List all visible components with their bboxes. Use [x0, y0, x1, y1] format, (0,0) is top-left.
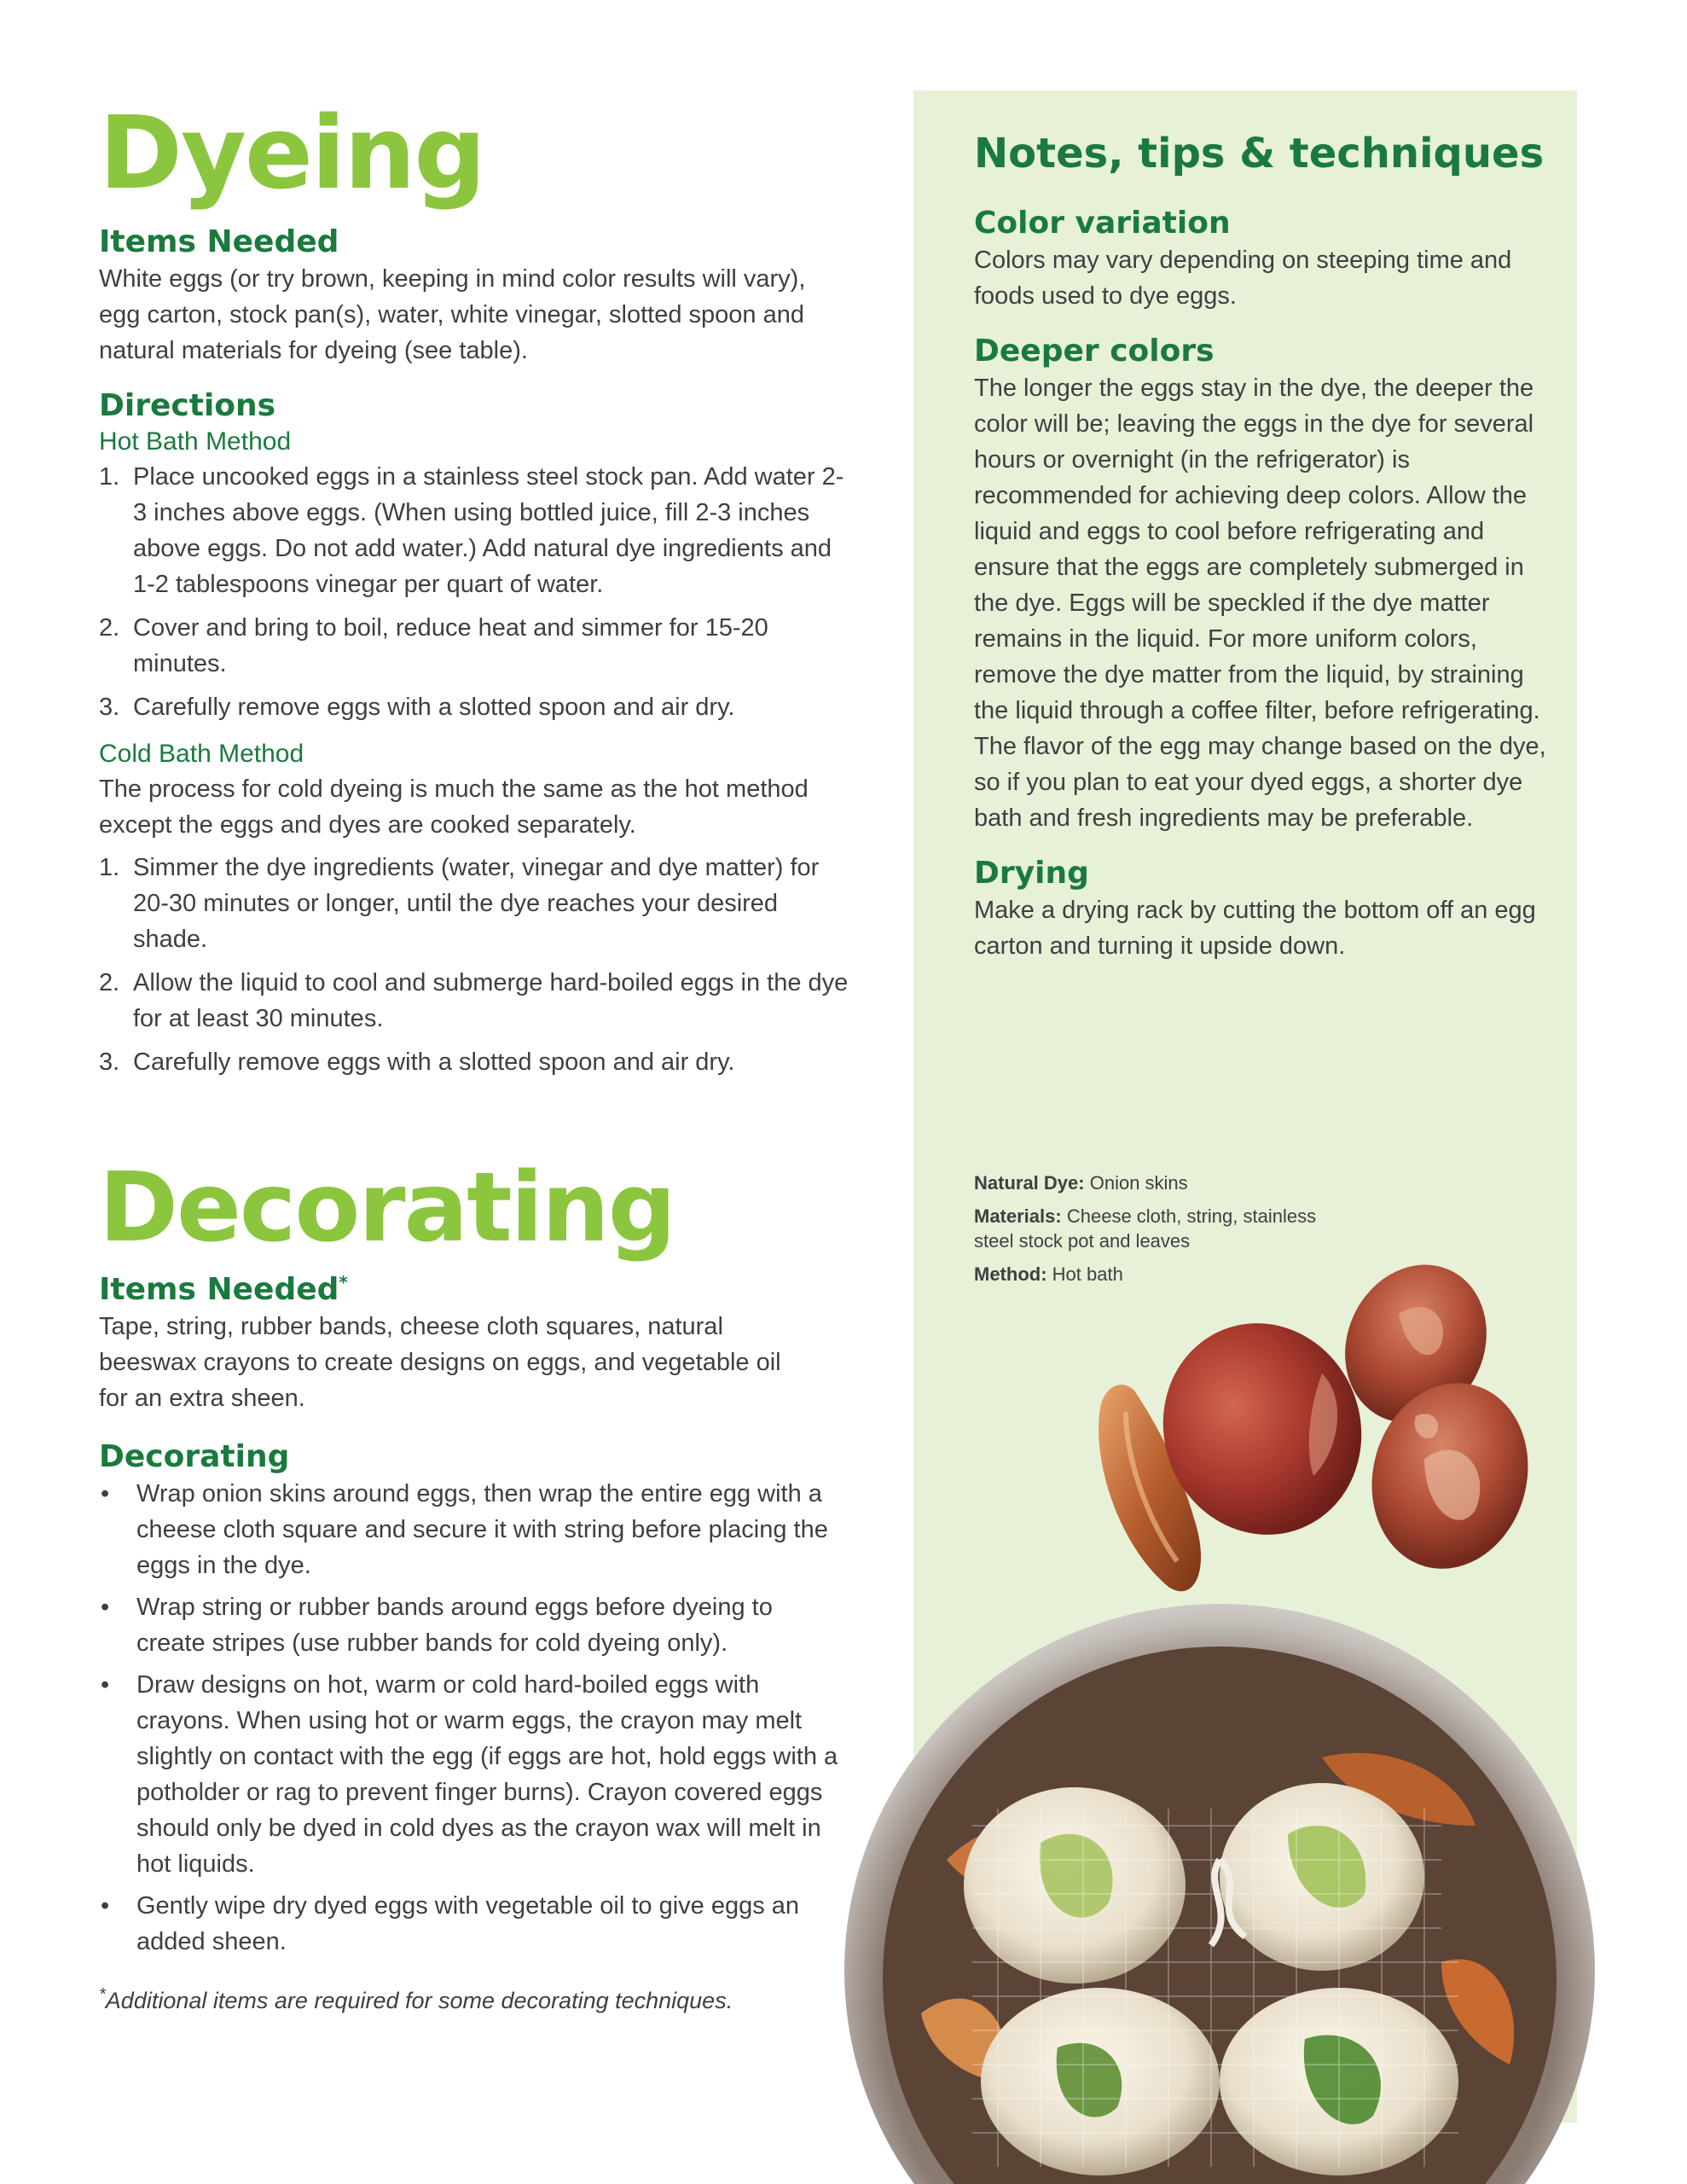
list-item: • Gently wipe dry dyed eggs with vegetable oil to give eggs an added sheen.	[101, 1892, 800, 1955]
dyeing-section	[99, 224, 849, 1088]
cold-bath-heading: Cold Bath Method	[99, 740, 304, 768]
hot-bath-heading: Hot Bath Method	[99, 427, 292, 456]
decorating-subheading: Decorating	[99, 1439, 290, 1474]
dyeing-items-heading: Items Needed	[99, 224, 339, 259]
notes-sidebar	[974, 128, 1562, 964]
decorating-section	[99, 1271, 841, 1966]
caption-materials: Materials: Cheese cloth, string, stainless steel stock pot and leaves	[974, 1205, 1317, 1252]
list-item: • Wrap string or rubber bands around eggs before dyeing to create stripes (use rubber bands for cold dyeing only).	[101, 1594, 773, 1657]
caption-dye: Natural Dye: Onion skins	[974, 1172, 1188, 1194]
list-item: 1. Simmer the dye ingredients (water, vinegar and dye matter) for 20-30 minutes or longer, until the dye reaches your desired shade.	[99, 854, 820, 953]
list-item: • Draw designs on hot, warm or cold hard-boiled eggs with crayons. When using hot or warm eggs, the crayon may melt slightly on contact with the egg (if eggs are hot, hold eggs with a potholder or rag to prevent finger burns). Crayon covered eggs should only be dyed in cold dyes as the crayon wax will melt in hot liquids.	[101, 1671, 838, 1878]
caption-method: Method: Hot bath	[974, 1263, 1123, 1285]
dyeing-title: Dyeing	[99, 94, 484, 212]
hot-bath-steps	[99, 459, 849, 725]
cold-bath-steps	[99, 850, 849, 1080]
list-item: • Wrap onion skins around eggs, then wrap the entire egg with a cheese cloth square and secure it with string before placing the eggs in the dye.	[101, 1480, 828, 1579]
list-item: 3. Carefully remove eggs with a slotted spoon and air dry.	[99, 694, 735, 721]
color-variation-heading: Color variation	[974, 206, 1231, 241]
deeper-colors-heading: Deeper colors	[974, 334, 1215, 369]
directions-heading: Directions	[99, 388, 276, 423]
drying-text: Make a drying rack by cutting the bottom off an egg carton and turning it upside down.	[974, 897, 1536, 960]
list-item: 1. Place uncooked eggs in a stainless steel stock pan. Add water 2-3 inches above eggs. (When using bottled juice, fill 2-3 inches above eggs. Do not add water.) Add natural dye ingredients and 1-2 tablespoons vinegar per quart of water.	[99, 463, 844, 598]
decorating-title: Decorating	[99, 1153, 675, 1263]
cold-bath-intro: The process for cold dyeing is much the same as the hot method except the eggs and dyes are cooked separately.	[99, 775, 809, 839]
dyeing-items-text: White eggs (or try brown, keeping in mind color results will vary), egg carton, stock pan(s), water, white vinegar, slotted spoon and natural materials for dyeing (see table).	[99, 265, 806, 364]
list-item: 3. Carefully remove eggs with a slotted spoon and air dry.	[99, 1048, 735, 1076]
decorating-items-text: Tape, string, rubber bands, cheese cloth squares, natural beeswax crayons to create designs on eggs, and vegetable oil for an extra sheen.	[99, 1313, 781, 1412]
decorating-bullets	[99, 1476, 841, 1960]
footnote: *Additional items are required for some decorating techniques.	[99, 1985, 733, 2013]
list-item: 2. Cover and bring to boil, reduce heat and simmer for 15-20 minutes.	[99, 614, 768, 677]
decorating-items-heading: Items Needed*	[99, 1272, 348, 1307]
dyed-eggs-photo	[1066, 1263, 1544, 1629]
deeper-colors-text: The longer the eggs stay in the dye, the deeper the color will be; leaving the eggs in the dye for several hours or overnight (in the refrigerator) is recommended for achieving deep colors. Allow the liquid and eggs to cool before refrigerating and ensure that the eggs are completely submerged in the dye. Eggs will be speckled if the dye matter remains in the liquid. For more uniform colors, remove the dye matter from the liquid, by straining the liquid through a coffee filter, before refrigerating. The flavor of the egg may change based on the dye, so if you plan to eat your dyed eggs, a shorter dye bath and fresh ingredients may be preferable.	[974, 375, 1546, 832]
sidebar-title: Notes, tips & techniques	[974, 130, 1545, 177]
color-variation-text: Colors may vary depending on steeping time and foods used to dye eggs.	[974, 247, 1512, 310]
stock-pot-photo	[844, 1604, 1595, 2184]
drying-heading: Drying	[974, 856, 1089, 891]
list-item: 2. Allow the liquid to cool and submerge hard-boiled eggs in the dye for at least 30 minutes.	[99, 969, 849, 1032]
